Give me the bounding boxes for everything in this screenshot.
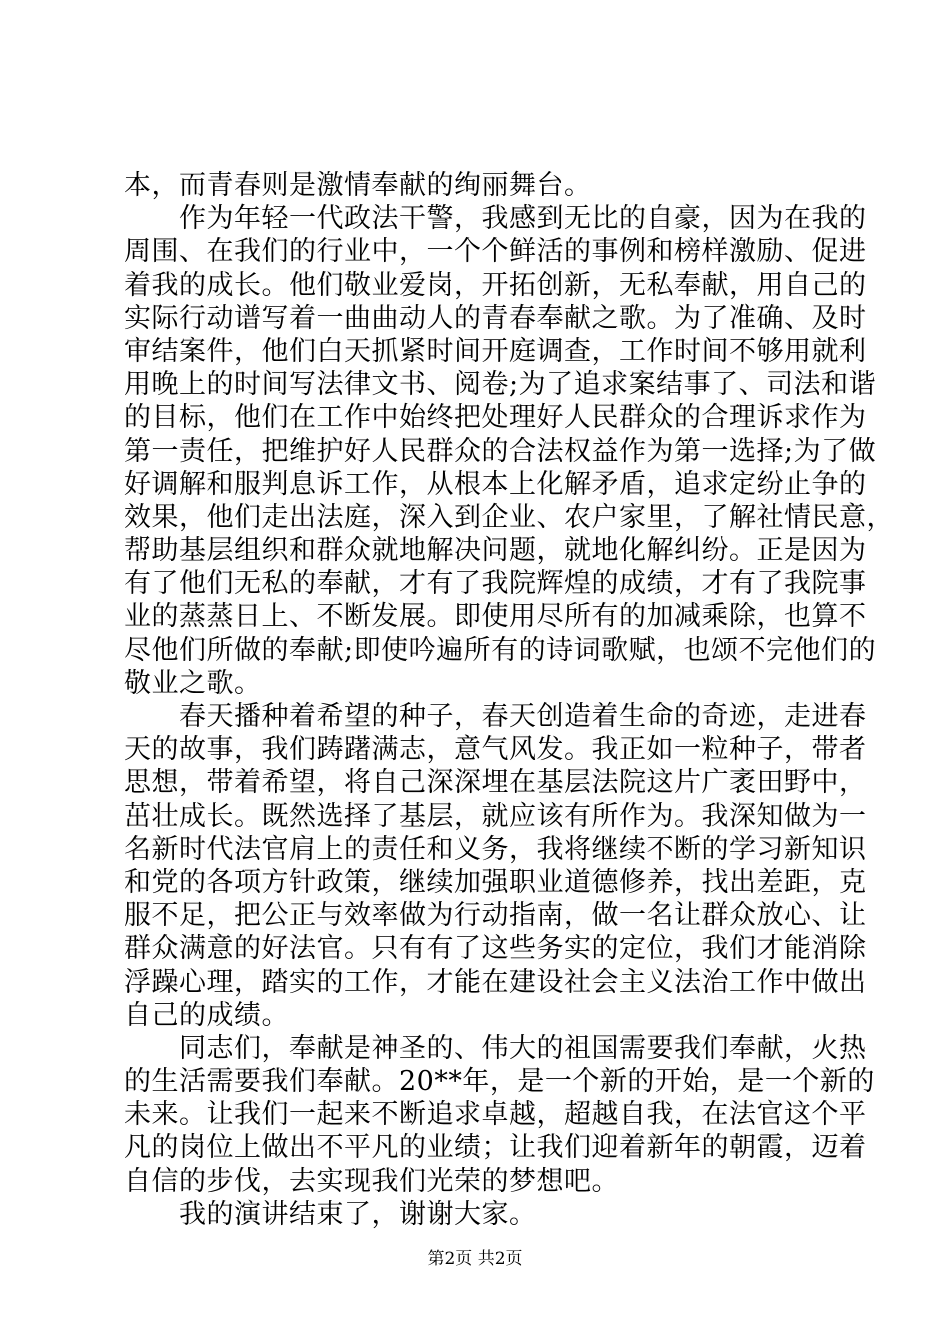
text-line: 实际行动谱写着一曲曲动人的青春奉献之歌。为了准确、及时 bbox=[124, 302, 867, 334]
text-line: 周围、在我们的行业中，一个个鲜活的事例和榜样激励、促进 bbox=[124, 236, 867, 268]
text-line: 服不足，把公正与效率做为行动指南，做一名让群众放心、让 bbox=[124, 900, 867, 932]
text-line: 群众满意的好法官。只有有了这些务实的定位，我们才能消除 bbox=[124, 933, 867, 965]
text-line: 自信的步伐，去实现我们光荣的梦想吧。 bbox=[124, 1165, 619, 1197]
text-line: 审结案件，他们白天抓紧时间开庭调查，工作时间不够用就利 bbox=[124, 335, 867, 367]
text-line: 和党的各项方针政策，继续加强职业道德修养，找出差距，克 bbox=[124, 866, 867, 898]
text-line: 业的蒸蒸日上、不断发展。即使用尽所有的加减乘除，也算不 bbox=[124, 601, 867, 633]
text-line: 着我的成长。他们敬业爱岗，开拓创新，无私奉献，用自己的 bbox=[124, 269, 867, 301]
text-line: 效果，他们走出法庭，深入到企业、农户家里，了解社情民意， bbox=[124, 501, 894, 533]
text-line: 天的故事，我们踌躇满志，意气风发。我正如一粒种子，带者 bbox=[124, 734, 867, 766]
text-line: 有了他们无私的奉献，才有了我院辉煌的成绩，才有了我院事 bbox=[124, 568, 867, 600]
text-line: 名新时代法官肩上的责任和义务，我将继续不断的学习新知识 bbox=[124, 833, 867, 865]
text-line: 敬业之歌。 bbox=[124, 667, 262, 699]
document-body bbox=[124, 169, 894, 1231]
text-line: 作为年轻一代政法干警，我感到无比的自豪，因为在我的 bbox=[179, 203, 867, 235]
text-line: 本，而青春则是激情奉献的绚丽舞台。 bbox=[124, 170, 592, 201]
text-line: 茁壮成长。既然选择了基层，就应该有所作为。我深知做为一 bbox=[124, 800, 867, 832]
text-line: 好调解和服判息诉工作，从根本上化解矛盾，追求定纷止争的 bbox=[124, 468, 867, 500]
text-line: 帮助基层组织和群众就地解决问题，就地化解纠纷。正是因为 bbox=[124, 535, 867, 567]
text-line: 用晚上的时间写法律文书、阅卷;为了追求案结事了、司法和谐 bbox=[124, 369, 877, 401]
text-line: 浮躁心理，踏实的工作，才能在建设社会主义法治工作中做出 bbox=[124, 966, 867, 998]
text-line: 自己的成绩。 bbox=[124, 999, 289, 1031]
text-line: 第一责任，把维护好人民群众的合法权益作为第一选择;为了做 bbox=[124, 435, 877, 467]
text-line: 的目标，他们在工作中始终把处理好人民群众的合理诉求作为 bbox=[124, 402, 867, 434]
text-line: 同志们，奉献是神圣的、伟大的祖国需要我们奉献，火热 bbox=[179, 1032, 867, 1064]
text-line: 思想，带着希望，将自己深深埋在基层法院这片广袤田野中， bbox=[124, 767, 867, 799]
text-line: 尽他们所做的奉献;即使吟遍所有的诗词歌赋，也颂不完他们的 bbox=[124, 634, 877, 666]
text-line: 未来。让我们一起来不断追求卓越，超越自我，在法官这个平 bbox=[124, 1099, 867, 1131]
text-line: 凡的岗位上做出不平凡的业绩；让我们迎着新年的朝霞，迈着 bbox=[124, 1132, 867, 1164]
text-line: 我的演讲结束了，谢谢大家。 bbox=[179, 1198, 537, 1230]
text-line: 的生活需要我们奉献。20**年，是一个新的开始，是一个新的 bbox=[124, 1066, 875, 1098]
text-line: 春天播种着希望的种子，春天创造着生命的奇迹，走进春 bbox=[179, 701, 867, 732]
page-footer: 第2页 共2页 bbox=[427, 1249, 523, 1269]
